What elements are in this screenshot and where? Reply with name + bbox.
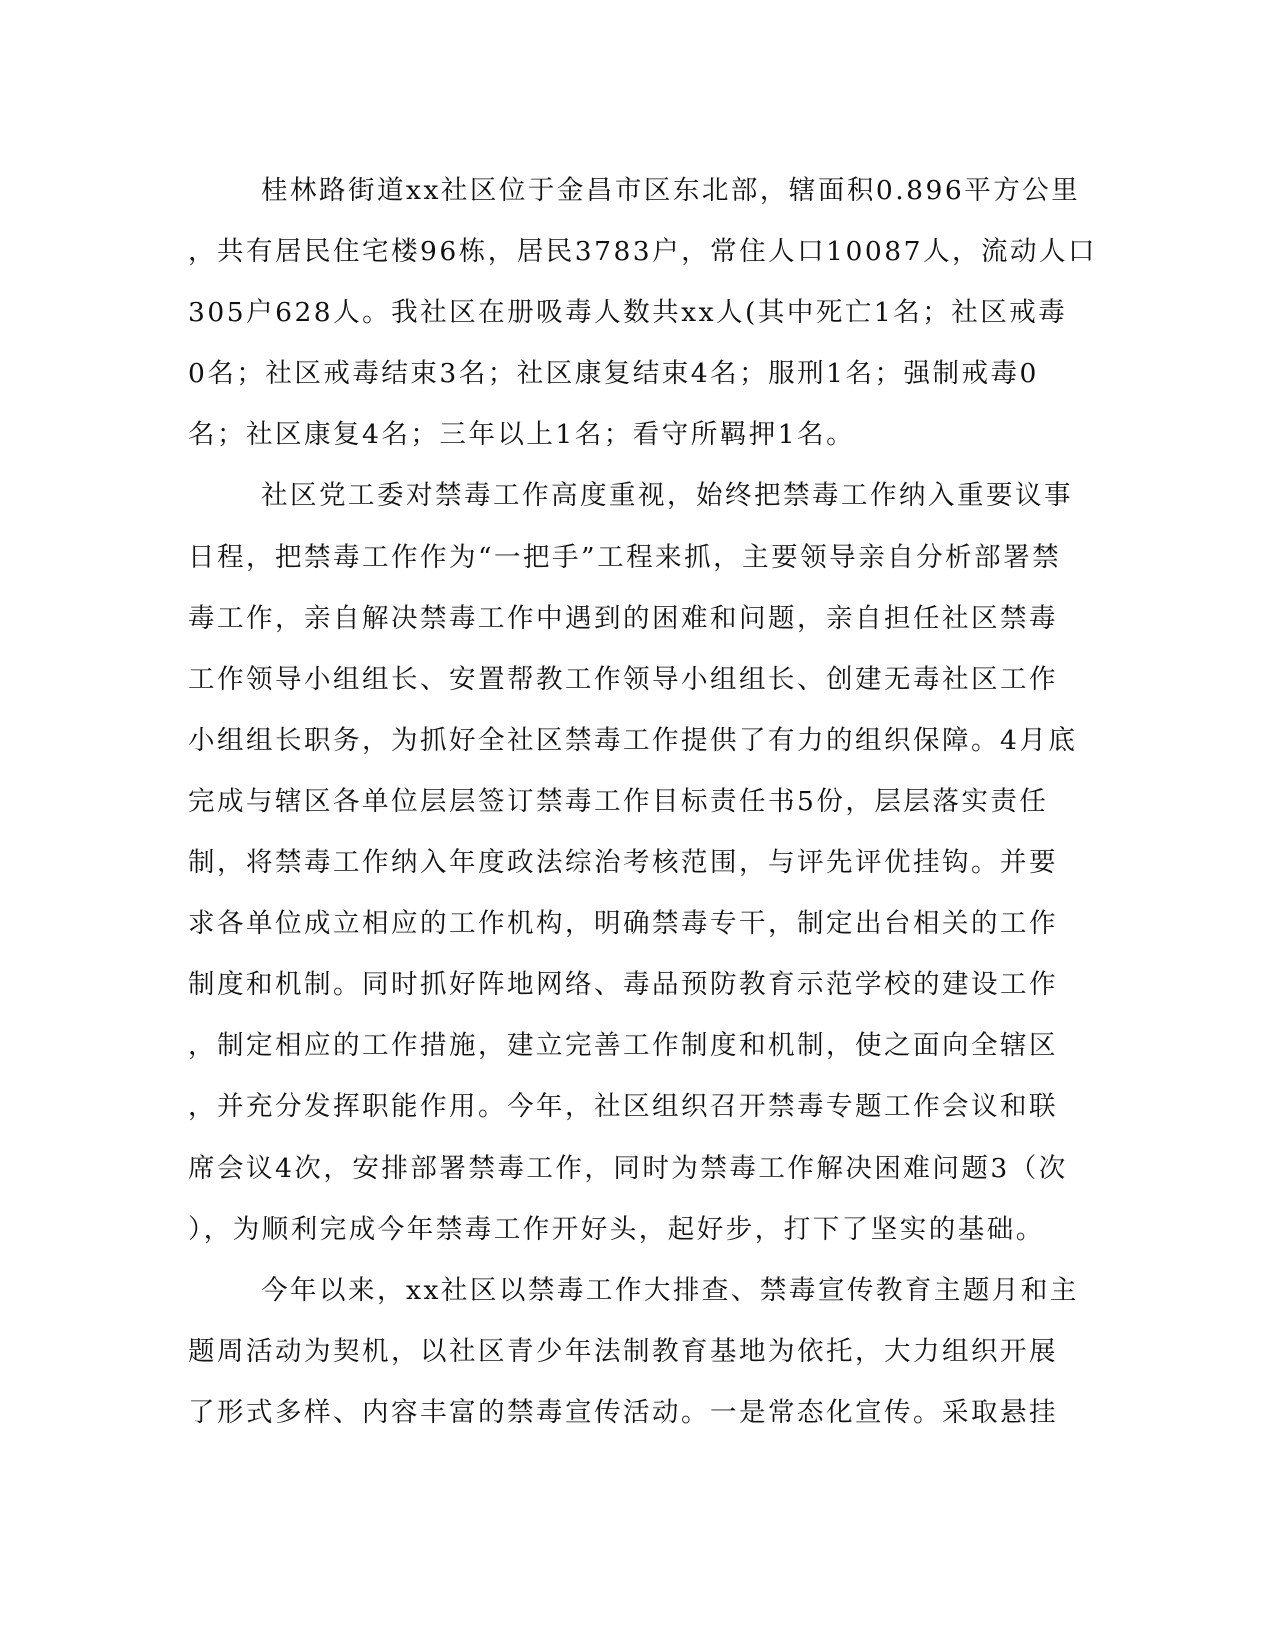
- text-line: 日程，把禁毒工作作为“一把手”工程来抓，主要领导亲自分析部署禁: [188, 541, 1062, 573]
- text-line: 完成与辖区各单位层层签订禁毒工作目标责任书5份，层层落实责任: [188, 785, 1049, 817]
- text-line: 题周活动为契机，以社区青少年法制教育基地为依托，大力组织开展: [188, 1335, 1058, 1367]
- text-line: ，并充分发挥职能作用。今年，社区组织召开禁毒专题工作会议和联: [188, 1091, 1058, 1123]
- text-line: 0名；社区戒毒结束3名；社区康复结束4名；服刑1名；强制戒毒0: [188, 358, 1039, 390]
- paragraph-publicity-activities: [188, 1260, 1088, 1443]
- text-line: 了形式多样、内容丰富的禁毒宣传活动。一是常态化宣传。采取悬挂: [188, 1396, 1058, 1428]
- text-line: 社区党工委对禁毒工作高度重视，始终把禁毒工作纳入重要议事: [261, 480, 1073, 512]
- text-line: 小组组长职务，为抓好全社区禁毒工作提供了有力的组织保障。4月底: [188, 724, 1078, 756]
- text-line: 制度和机制。同时抓好阵地网络、毒品预防教育示范学校的建设工作: [188, 969, 1058, 1001]
- text-line: 名；社区康复4名；三年以上1名；看守所羁押1名。: [188, 419, 856, 451]
- text-line: 制，将禁毒工作纳入年度政法综治考核范围，与评先评优挂钩。并要: [188, 847, 1058, 879]
- text-line: 今年以来，xx社区以禁毒工作大排查、禁毒宣传教育主题月和主: [261, 1274, 1079, 1306]
- text-line: 305户628人。我社区在册吸毒人数共xx人(其中死亡1名；社区戒毒: [188, 297, 1068, 329]
- text-line: 桂林路街道xx社区位于金昌市区东北部，辖面积0.896平方公里: [261, 175, 1081, 206]
- paragraph-party-committee: [188, 465, 1088, 1259]
- text-line: ，共有居民住宅楼96栋，居民3783户，常住人口10087人，流动人口: [188, 236, 1097, 268]
- paragraph-community-overview: [188, 160, 1097, 465]
- text-line: 席会议4次，安排部署禁毒工作，同时为禁毒工作解决困难问题3（次: [188, 1152, 1068, 1184]
- text-line: 求各单位成立相应的工作机构，明确禁毒专干，制定出台相关的工作: [188, 908, 1058, 940]
- text-line: ），为顺利完成今年禁毒工作开好头，起好步，打下了坚实的基础。: [188, 1213, 1045, 1245]
- text-line: 毒工作，亲自解决禁毒工作中遇到的困难和问题，亲自担任社区禁毒: [188, 602, 1058, 634]
- text-line: ，制定相应的工作措施，建立完善工作制度和机制，使之面向全辖区: [188, 1030, 1058, 1062]
- text-line: 工作领导小组组长、安置帮教工作领导小组组长、创建无毒社区工作: [188, 663, 1058, 695]
- document-body: [188, 160, 1097, 1443]
